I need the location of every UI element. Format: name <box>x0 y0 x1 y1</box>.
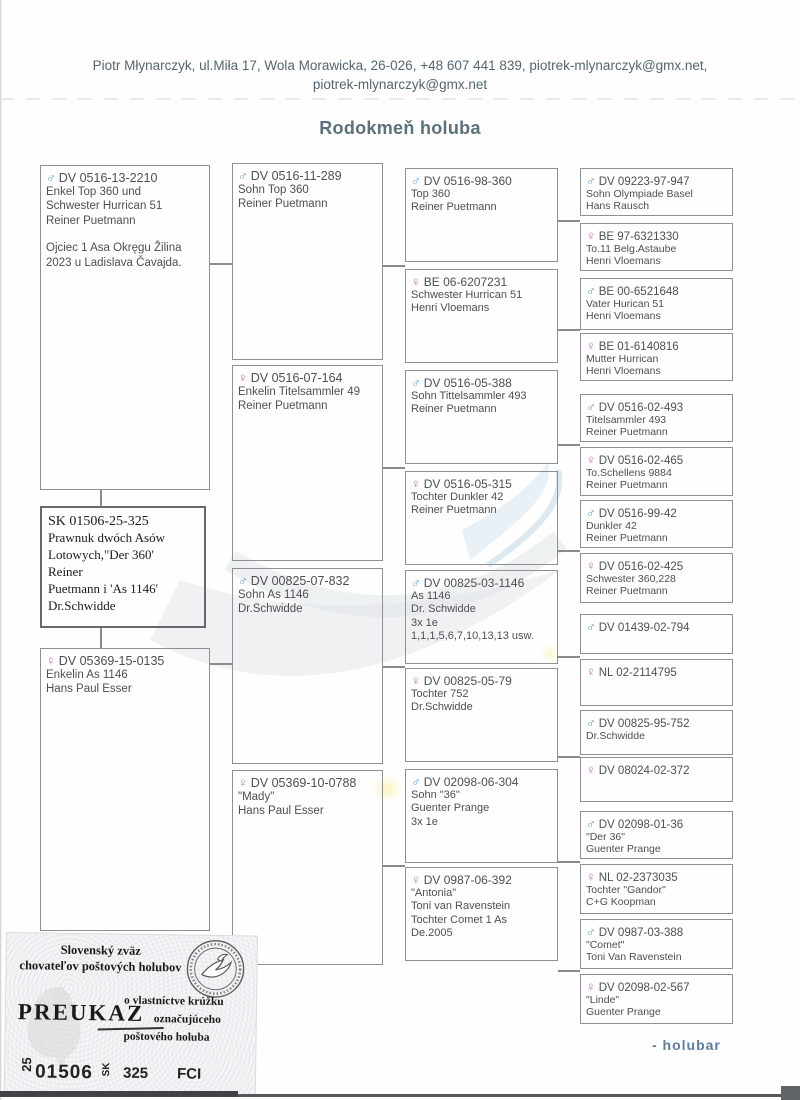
ring-number-row <box>586 505 727 520</box>
pedigree-box-gen4-2 <box>580 223 733 271</box>
pedigree-text-line: Sohn Top 360 <box>238 184 309 196</box>
pedigree-text-line: Enkelin Titelsammler 49 <box>238 386 361 398</box>
ring-number-row <box>586 619 727 634</box>
ring-number-row <box>238 775 377 790</box>
desc-line-1: o vlastníctve krúžku <box>123 994 224 1009</box>
female-icon: ♀ <box>411 673 421 688</box>
pedigree-text-line: Henri Vloemans <box>586 365 661 378</box>
pedigree-box-gen4-10 <box>580 659 733 706</box>
ring-number-row <box>586 762 727 777</box>
female-icon: ♀ <box>586 338 596 353</box>
male-icon: ♂ <box>586 619 596 634</box>
contact-line-2: piotrek-mlynarczyk@gmx.net <box>312 76 488 92</box>
connector-line <box>210 263 232 265</box>
pedigree-box-gen4-5 <box>580 394 733 442</box>
pedigree-text-line: Schwester 360,228 <box>586 573 676 585</box>
pedigree-box-gen4-14 <box>580 864 733 914</box>
ring-number-row <box>411 274 552 289</box>
ring-number: NL 02-2373035 <box>598 872 678 884</box>
pedigree-box-gen3-1 <box>405 168 558 262</box>
subject-text-line: Lotowych,"Der 360' <box>48 546 154 562</box>
female-icon: ♀ <box>411 274 421 289</box>
pedigree-text-line: "Antonia" <box>411 887 457 899</box>
connector-line <box>558 550 580 552</box>
pedigree-box-gen3-4 <box>405 471 558 565</box>
ring-number: DV 0516-05-388 <box>423 376 512 390</box>
pedigree-text-line: Dr.Schwidde <box>586 730 645 742</box>
subject-text-line: Puetmann i 'As 1146' <box>48 580 159 596</box>
pedigree-box-gen4-8 <box>580 553 733 603</box>
ring-number: BE 97-6321330 <box>598 231 679 243</box>
holubar-logo-text: - holubar <box>652 1037 721 1050</box>
pedigree-text-line: Sohn Tittelsammler 493 <box>411 390 527 402</box>
ring-number: DV 02098-02-567 <box>598 982 690 994</box>
female-icon: ♀ <box>586 762 596 777</box>
card-title: PREUKAZ <box>17 999 145 1026</box>
pedigree-box-gen4-12 <box>580 757 733 802</box>
pedigree-text-line: Hans Paul Esser <box>46 683 132 696</box>
connector-line-vertical <box>100 490 102 507</box>
ring-number: DV 0516-07-164 <box>250 371 343 385</box>
ring-number: DV 0516-02-493 <box>598 402 684 414</box>
pedigree-text-line: Enkel Top 360 und <box>46 186 142 198</box>
pedigree-text-line: Titelsammler 493 <box>586 414 667 426</box>
scan-bottom-edge-thick <box>0 1091 238 1097</box>
pedigree-text-line: Henri Vloemans <box>586 255 661 268</box>
ring-number-row <box>586 924 727 939</box>
male-icon: ♂ <box>411 173 421 188</box>
ring-number-row <box>411 476 552 491</box>
pedigree-text-line: Hans Rausch <box>586 200 650 213</box>
pedigree-text-line: Sohn Olympiade Basel <box>586 188 693 200</box>
pedigree-text-line: Henri Vloemans <box>586 310 661 323</box>
female-icon: ♀ <box>586 664 596 679</box>
female-icon: ♀ <box>586 558 596 573</box>
pedigree-text-line: Tochter Comet 1 As <box>411 913 507 926</box>
ring-number-row <box>586 173 727 188</box>
desc-line-2: označujúceho <box>153 1012 221 1026</box>
pedigree-text-line: 2023 u Ladislava Čavajda. <box>46 256 182 269</box>
pedigree-text-line: Guenter Prange <box>586 1006 661 1019</box>
male-icon: ♂ <box>238 573 248 588</box>
pedigree-text-line: Schwester Hurrican 51 <box>411 289 523 301</box>
ring-number: DV 0516-11-289 <box>250 169 342 183</box>
female-icon: ♀ <box>238 775 248 790</box>
female-icon: ♀ <box>586 228 596 243</box>
pedigree-text-line: 3x 1e <box>411 815 438 828</box>
pedigree-box-gen3-6 <box>405 668 558 762</box>
female-icon: ♀ <box>46 653 56 668</box>
org-line-2: chovateľov poštových holubov <box>19 958 182 975</box>
scan-corner-mark <box>781 1086 800 1100</box>
male-icon: ♂ <box>586 816 596 831</box>
pedigree-box-gen4-3 <box>580 278 733 330</box>
card-club-code: 325 <box>122 1064 149 1082</box>
pedigree-box-gen1-1 <box>40 165 210 490</box>
ring-number-row <box>586 558 727 573</box>
male-icon: ♂ <box>238 168 248 183</box>
pedigree-text-line: To.11 Belg.Astaube <box>586 243 677 255</box>
pedigree-text-line: As 1146 <box>411 590 451 602</box>
pedigree-text-line: C+G Koopman <box>586 896 656 909</box>
pedigree-box-gen4-15 <box>580 919 733 969</box>
card-serial-number: 01506 <box>34 1061 94 1084</box>
card-description <box>123 993 252 1048</box>
subject-box <box>40 506 206 628</box>
subject-ring-number: SK 01506-25-325 <box>48 514 149 529</box>
ring-number: DV 02098-06-304 <box>423 775 519 789</box>
organization-name <box>10 941 190 976</box>
male-icon: ♂ <box>411 375 421 390</box>
ring-number: DV 0516-05-315 <box>423 477 512 491</box>
ring-number: DV 0987-03-388 <box>598 927 684 939</box>
pedigree-text-line: De.2005 <box>411 927 453 940</box>
female-icon: ♀ <box>586 869 596 884</box>
pedigree-box-gen3-7 <box>405 769 558 863</box>
pedigree-text-line: Tochter "Gandor" <box>586 884 666 896</box>
card-country-code-rotated: SK <box>100 1062 113 1077</box>
connector-line <box>383 666 405 668</box>
pedigree-box-gen3-5 <box>405 570 558 664</box>
preukaz-card <box>4 932 258 1096</box>
pedigree-text-line: Guenter Prange <box>411 802 490 815</box>
ring-number: DV 05369-10-0788 <box>250 776 357 790</box>
pedigree-text-line: Tochter 752 <box>411 688 469 700</box>
ring-number-row <box>411 673 552 688</box>
female-icon: ♀ <box>411 872 421 887</box>
ring-number-row <box>586 338 727 353</box>
pedigree-text-line: "Der 36" <box>586 831 625 843</box>
connector-line <box>383 865 405 867</box>
ring-number: DV 0516-99-42 <box>598 508 677 520</box>
male-icon: ♂ <box>586 924 596 939</box>
pedigree-text-line: Ojciec 1 Asa Okręgu Žilina <box>46 242 182 255</box>
ring-number-row <box>411 375 552 390</box>
ring-number-row <box>46 170 204 185</box>
pedigree-text-line: Reiner Puetmann <box>586 479 668 492</box>
ring-number-row <box>411 774 552 789</box>
pedigree-text-line: Toni van Ravenstein <box>411 900 511 913</box>
ring-number-row <box>586 399 727 414</box>
ring-number: DV 00825-95-752 <box>598 718 690 730</box>
connector-line <box>558 329 580 331</box>
connector-line <box>210 663 232 665</box>
ring-number-row <box>586 283 727 298</box>
ring-number: DV 00825-05-79 <box>423 674 512 688</box>
pedigree-text-line: "Comet" <box>586 939 625 951</box>
connector-line <box>558 656 580 658</box>
male-icon: ♂ <box>586 173 596 188</box>
ring-number-row <box>238 573 377 588</box>
subject-text-line: Prawnuk dwóch Asów <box>48 530 165 545</box>
pedigree-box-gen4-4 <box>580 333 733 381</box>
ring-number: DV 00825-07-832 <box>250 574 350 588</box>
pedigree-text-line: Dr.Schwidde <box>238 603 303 616</box>
male-icon: ♂ <box>46 170 56 185</box>
card-number-region-rotated: 25 <box>19 1057 35 1072</box>
pedigree-text-line: Reiner Puetmann <box>411 504 497 517</box>
connector-line <box>558 970 580 972</box>
female-icon: ♀ <box>411 476 421 491</box>
pedigree-text-line: Schwester Hurrican 51 <box>46 200 163 213</box>
pedigree-text-line: Vater Hurican 51 <box>586 298 665 310</box>
connector-line <box>558 220 580 222</box>
pedigree-box-gen2-1 <box>232 163 383 360</box>
pedigree-text-line: Sohn As 1146 <box>238 589 309 601</box>
ring-number-row <box>586 715 727 730</box>
pedigree-text-line: Dunkler 42 <box>586 520 637 532</box>
connector-line <box>558 444 580 446</box>
page-title: Rodokmeň holuba <box>319 118 481 138</box>
ring-number: DV 09223-97-947 <box>598 176 690 188</box>
ring-number: DV 0516-98-360 <box>423 174 512 188</box>
ring-number: BE 00-6521648 <box>598 286 679 298</box>
card-federation-label: FCI <box>176 1065 202 1083</box>
ring-number: DV 02098-01-36 <box>598 819 684 831</box>
ring-number: DV 00825-03-1146 <box>423 576 525 590</box>
male-icon: ♂ <box>586 399 596 414</box>
ring-number: DV 0516-13-2210 <box>58 171 158 185</box>
pedigree-text-line: "Mady" <box>238 791 275 803</box>
subject-text-line: Reiner <box>48 563 83 579</box>
dove-stamp-icon <box>184 937 247 1000</box>
pedigree-box-gen1-2 <box>40 648 210 931</box>
ring-number-row <box>46 653 204 668</box>
ring-number-row <box>586 979 727 994</box>
male-icon: ♂ <box>586 505 596 520</box>
pedigree-box-gen3-3 <box>405 370 558 464</box>
ring-number-row <box>586 869 727 884</box>
pedigree-text-line: 1,1,1,5,6,7,10,13,13 usw. <box>411 630 534 643</box>
male-icon: ♂ <box>586 715 596 730</box>
pedigree-text-line: Toni Van Ravenstein <box>586 951 682 964</box>
ring-number: DV 01439-02-794 <box>598 622 690 634</box>
pedigree-text-line: Reiner Puetmann <box>586 585 668 598</box>
ring-number: BE 06-6207231 <box>423 275 508 289</box>
ring-number: BE 01-6140816 <box>598 341 679 353</box>
connector-line <box>383 467 405 469</box>
connector-line-vertical <box>100 628 102 648</box>
ring-number-row <box>586 452 727 467</box>
pedigree-box-gen4-9 <box>580 614 733 654</box>
contact-line-1: Piotr Młynarczyk, ul.Miła 17, Wola Morawicka, 26-026, +48 607 441 839, piotrek-mlynarczyk@gmx.net, <box>92 58 708 73</box>
ring-number-row <box>411 872 552 887</box>
pedigree-text-line: Henri Vloemans <box>411 302 490 315</box>
pedigree-text-line: Reiner Puetmann <box>411 403 497 416</box>
pedigree-text-line: Reiner Puetmann <box>46 214 136 227</box>
ring-number-row <box>238 168 377 183</box>
pedigree-text-line: Reiner Puetmann <box>586 426 668 439</box>
ring-number: DV 05369-15-0135 <box>58 654 165 668</box>
pedigree-text-line: Dr.Schwidde <box>411 701 473 714</box>
ring-number-row <box>411 575 552 590</box>
pedigree-text-line: 3x 1e <box>411 616 438 629</box>
pedigree-box-gen2-3 <box>232 568 383 764</box>
pedigree-text-line: Dr. Schwidde <box>411 603 476 616</box>
male-icon: ♂ <box>411 575 421 590</box>
pedigree-box-gen3-2 <box>405 269 558 363</box>
ring-number: DV 0987-06-392 <box>423 873 512 887</box>
pedigree-text-line: Reiner Puetmann <box>411 201 497 214</box>
female-icon: ♀ <box>238 370 248 385</box>
ring-number: DV 0516-02-425 <box>598 561 684 573</box>
pedigree-box-gen4-16 <box>580 974 733 1024</box>
pedigree-text-line: Mutter Hurrican <box>586 353 659 365</box>
ring-number: NL 02-2114795 <box>598 667 677 679</box>
pedigree-text-line <box>46 228 204 241</box>
pedigree-box-gen4-11 <box>580 710 733 755</box>
org-line-1: Slovenský zväz <box>60 942 141 958</box>
male-icon: ♂ <box>411 774 421 789</box>
pedigree-text-line: Enkelin As 1146 <box>46 669 128 681</box>
pedigree-text-line: Tochter Dunkler 42 <box>411 491 504 503</box>
pedigree-text-line: "Linde" <box>586 994 620 1006</box>
ring-number-row <box>411 173 552 188</box>
pedigree-box-gen4-13 <box>580 811 733 859</box>
ring-number-row <box>586 664 727 679</box>
pedigree-box-gen4-7 <box>580 500 733 548</box>
subject-text-line: Dr.Schwidde <box>48 597 116 613</box>
connector-line <box>558 861 580 863</box>
pedigree-text-line: Guenter Prange <box>586 843 661 856</box>
desc-line-3: poštového holuba <box>123 1030 210 1044</box>
pedigree-box-gen3-8 <box>405 867 558 961</box>
pedigree-text-line: Hans Paul Esser <box>238 805 324 818</box>
pedigree-box-gen2-2 <box>232 365 383 561</box>
pedigree-text-line: Reiner Puetmann <box>586 532 668 545</box>
pedigree-text-line: Sohn "36" <box>411 789 460 801</box>
ring-number: DV 08024-02-372 <box>598 765 690 777</box>
ring-number: DV 0516-02-465 <box>598 455 684 467</box>
pedigree-text-line: Reiner Puetmann <box>238 198 328 211</box>
ring-number-row <box>238 370 377 385</box>
pedigree-text-line: Reiner Puetmann <box>238 400 328 413</box>
female-icon: ♀ <box>586 452 596 467</box>
ring-number-row <box>586 816 727 831</box>
pedigree-text-line: To.Schellens 9884 <box>586 467 672 479</box>
female-icon: ♀ <box>586 979 596 994</box>
pedigree-box-gen4-6 <box>580 447 733 496</box>
male-icon: ♂ <box>586 283 596 298</box>
connector-line <box>383 265 405 267</box>
pedigree-text-line: Top 360 <box>411 188 451 200</box>
pedigree-box-gen4-1 <box>580 168 733 216</box>
connector-line <box>558 756 580 758</box>
ring-number-row <box>586 228 727 243</box>
